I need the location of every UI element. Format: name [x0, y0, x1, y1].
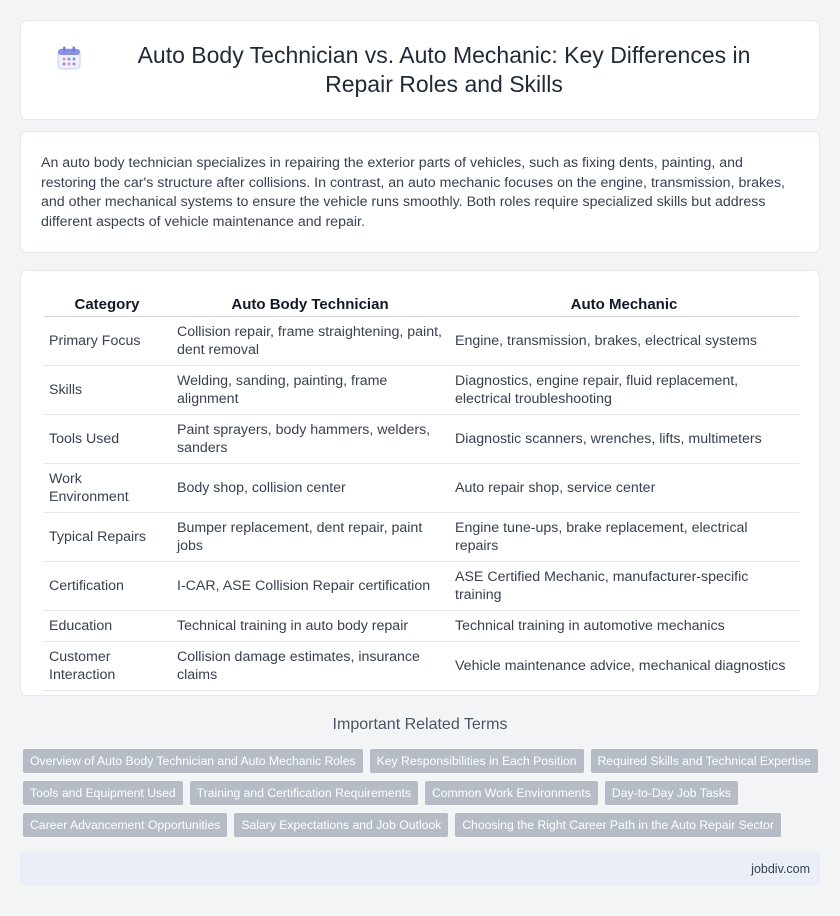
table-row	[43, 562, 799, 611]
row-category: Typical Repairs	[43, 513, 171, 562]
row-category: Education	[43, 611, 171, 642]
row-category: Certification	[43, 562, 171, 611]
related-terms-heading: Important Related Terms	[332, 716, 508, 733]
comparison-table	[43, 291, 799, 691]
row-auto-mechanic-value: Vehicle maintenance advice, mechanical diagnostics	[449, 642, 799, 691]
related-term-tag[interactable]: Common Work Environments	[425, 781, 598, 805]
intro-paragraph: An auto body technician specializes in repairing the exterior parts of vehicles, such as fixing dents, painting, and restoring the car's structure after collisions. In contrast, an auto mechanic focuses on the engine, transmission, brakes, and other mechanical systems to ensure the vehicle runs smoothly. Both roles require specialized skills but address different aspects of vehicle maintenance and repair.	[41, 155, 785, 230]
column-header-auto-body-technician: Auto Body Technician	[171, 291, 449, 317]
related-term-tag[interactable]: Training and Certification Requirements	[190, 781, 418, 805]
related-term-tag[interactable]: Salary Expectations and Job Outlook	[234, 813, 448, 837]
row-category: Skills	[43, 366, 171, 415]
related-term-tag[interactable]: Choosing the Right Career Path in the Auto Repair Sector	[455, 813, 781, 837]
table-row	[43, 642, 799, 691]
table-row	[43, 513, 799, 562]
row-auto-body-value: I-CAR, ASE Collision Repair certification	[171, 562, 449, 611]
table-row	[43, 611, 799, 642]
row-auto-mechanic-value: Technical training in automotive mechanics	[449, 611, 799, 642]
row-auto-mechanic-value: ASE Certified Mechanic, manufacturer-specific training	[449, 562, 799, 611]
row-category: Tools Used	[43, 415, 171, 464]
related-term-tag[interactable]: Career Advancement Opportunities	[23, 813, 227, 837]
row-auto-body-value: Paint sprayers, body hammers, welders, sanders	[171, 415, 449, 464]
related-term-tag[interactable]: Day-to-Day Job Tasks	[605, 781, 738, 805]
related-term-tag[interactable]: Required Skills and Technical Expertise	[591, 749, 818, 773]
row-auto-body-value: Collision damage estimates, insurance claims	[171, 642, 449, 691]
row-auto-body-value: Bumper replacement, dent repair, paint jobs	[171, 513, 449, 562]
row-auto-body-value: Technical training in auto body repair	[171, 611, 449, 642]
table-row	[43, 464, 799, 513]
row-auto-body-value: Welding, sanding, painting, frame alignment	[171, 366, 449, 415]
row-auto-mechanic-value: Auto repair shop, service center	[449, 464, 799, 513]
title-row	[56, 41, 784, 99]
row-auto-mechanic-value: Engine tune-ups, brake replacement, electrical repairs	[449, 513, 799, 562]
comparison-card	[20, 270, 820, 696]
row-auto-body-value: Body shop, collision center	[171, 464, 449, 513]
related-term-tag[interactable]: Overview of Auto Body Technician and Auto Mechanic Roles	[23, 749, 363, 773]
related-term-tag[interactable]: Key Responsibilities in Each Position	[370, 749, 584, 773]
page-title: Auto Body Technician vs. Auto Mechanic: Key Differences in Repair Roles and Skills	[137, 42, 751, 97]
row-auto-mechanic-value: Diagnostic scanners, wrenches, lifts, multimeters	[449, 415, 799, 464]
row-auto-body-value: Collision repair, frame straightening, paint, dent removal	[171, 317, 449, 366]
table-row	[43, 366, 799, 415]
intro-card	[20, 131, 820, 253]
row-category: Primary Focus	[43, 317, 171, 366]
column-header-category: Category	[43, 291, 171, 317]
row-auto-mechanic-value: Engine, transmission, brakes, electrical systems	[449, 317, 799, 366]
table-row	[43, 415, 799, 464]
column-header-auto-mechanic: Auto Mechanic	[449, 291, 799, 317]
table-row	[43, 317, 799, 366]
row-auto-mechanic-value: Diagnostics, engine repair, fluid replacement, electrical troubleshooting	[449, 366, 799, 415]
related-terms-list	[23, 749, 823, 837]
table-header-row	[43, 291, 799, 317]
row-category: Customer Interaction	[43, 642, 171, 691]
calendar-icon	[56, 45, 82, 71]
title-card	[20, 20, 820, 120]
footer-bar	[20, 852, 820, 886]
row-category: Work Environment	[43, 464, 171, 513]
footer-site-link[interactable]: jobdiv.com	[751, 862, 810, 876]
related-term-tag[interactable]: Tools and Equipment Used	[23, 781, 183, 805]
